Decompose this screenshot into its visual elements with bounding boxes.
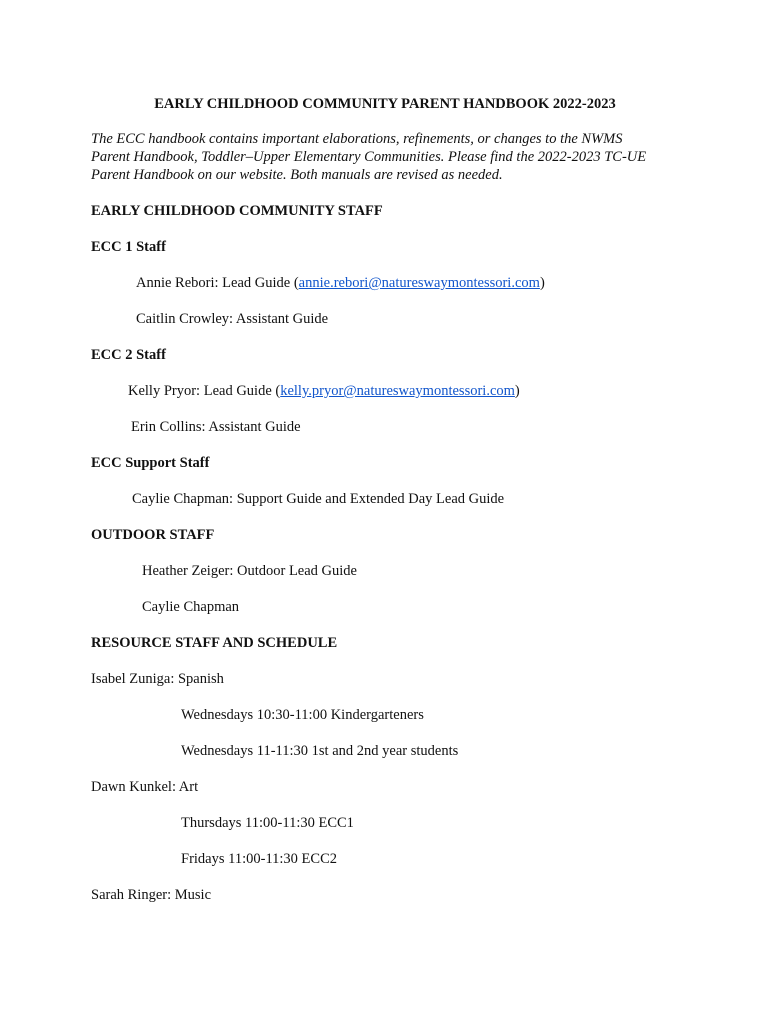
outdoor-heading: OUTDOOR STAFF [91, 527, 215, 543]
ecc1-heading: ECC 1 Staff [91, 239, 166, 255]
ecc2-lead-label: Kelly Pryor: Lead Guide ( [128, 383, 281, 399]
spanish-teacher: Isabel Zuniga: Spanish [91, 671, 224, 687]
outdoor-staff-member: Caylie Chapman [142, 599, 240, 615]
ecc2-lead-close: ) [514, 383, 520, 399]
intro-line: The ECC handbook contains important elaborations, refinements, or changes to the NWMS [91, 131, 623, 147]
document-title: EARLY CHILDHOOD COMMUNITY PARENT HANDBOOK 2022-2023 [154, 96, 616, 112]
music-teacher: Sarah Ringer: Music [91, 887, 212, 903]
outdoor-lead-guide: Heather Zeiger: Outdoor Lead Guide [142, 563, 357, 579]
art-teacher: Dawn Kunkel: Art [91, 779, 199, 795]
ecc2-lead-email-link[interactable]: kelly.pryor@natureswaymontessori.com [280, 383, 515, 399]
staff-heading: EARLY CHILDHOOD COMMUNITY STAFF [91, 203, 383, 219]
spanish-session: Wednesdays 11-11:30 1st and 2nd year students [181, 743, 459, 759]
ecc1-lead-email-link[interactable]: annie.rebori@natureswaymontessori.com [298, 275, 540, 291]
ecc2-assistant-guide: Erin Collins: Assistant Guide [131, 419, 301, 435]
ecc1-lead-close: ) [539, 275, 545, 291]
spanish-session: Wednesdays 10:30-11:00 Kindergarteners [181, 707, 424, 723]
ecc1-lead-label: Annie Rebori: Lead Guide ( [136, 275, 299, 291]
ecc1-assistant-guide: Caitlin Crowley: Assistant Guide [136, 311, 329, 327]
ecc1-lead-guide [136, 274, 545, 292]
ecc2-lead-guide [128, 382, 520, 400]
art-session: Thursdays 11:00-11:30 ECC1 [181, 815, 354, 831]
ecc2-heading: ECC 2 Staff [91, 347, 166, 363]
support-staff-member: Caylie Chapman: Support Guide and Extended Day Lead Guide [132, 491, 505, 507]
intro-line: Parent Handbook, Toddler–Upper Elementary Communities. Please find the 2022-2023 TC-UE [91, 149, 647, 165]
resource-heading: RESOURCE STAFF AND SCHEDULE [91, 635, 338, 651]
support-heading: ECC Support Staff [91, 455, 210, 471]
art-session: Fridays 11:00-11:30 ECC2 [181, 851, 338, 867]
intro-line: Parent Handbook on our website. Both manuals are revised as needed. [91, 167, 503, 183]
intro-paragraph [91, 130, 691, 184]
